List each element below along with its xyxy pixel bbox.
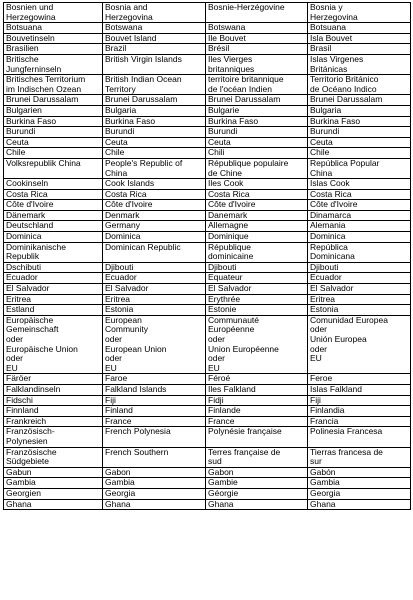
table-row [4, 54, 411, 74]
cell-spanish: Burundi [308, 127, 411, 138]
cell-german: Côte d'Ivoire [4, 200, 103, 211]
cell-french: Iles Cook [206, 179, 308, 190]
cell-german: Brasilien [4, 44, 103, 55]
cell-german: Bulgarien [4, 105, 103, 116]
cell-german: Französisch- Polynesien [4, 427, 103, 447]
cell-german: Ecuador [4, 273, 103, 284]
table-row [4, 221, 411, 232]
cell-spanish: Comunidad Europea oder Unión Europea oder EU [308, 315, 411, 374]
cell-english: Fiji [103, 395, 206, 406]
cell-french: Polynésie française [206, 427, 308, 447]
table-row [4, 200, 411, 211]
cell-french: Terres française de sud [206, 447, 308, 467]
cell-french: Equateur [206, 273, 308, 284]
cell-german: Volksrepublik China [4, 158, 103, 178]
cell-german: Costa Rica [4, 189, 103, 200]
cell-french: Ile Bouvet [206, 33, 308, 44]
cell-english: Djibouti [103, 262, 206, 273]
cell-german: Britische Jungferninseln [4, 54, 103, 74]
cell-spanish: República Popular China [308, 158, 411, 178]
cell-spanish: Ghana [308, 499, 411, 510]
cell-spanish: Ceuta [308, 137, 411, 148]
cell-french: Bosnie-Herzégovine [206, 3, 308, 23]
cell-spanish: Polinesia Francesa [308, 427, 411, 447]
cell-spanish: Alemania [308, 221, 411, 232]
cell-english: Falkland Islands [103, 384, 206, 395]
cell-english: Burundi [103, 127, 206, 138]
cell-spanish: Bulgaria [308, 105, 411, 116]
cell-german: Gambia [4, 478, 103, 489]
cell-english: El Salvador [103, 284, 206, 295]
cell-spanish: Burkina Faso [308, 116, 411, 127]
cell-german: Dschibuti [4, 262, 103, 273]
cell-german: El Salvador [4, 284, 103, 295]
cell-english: People's Republic of China [103, 158, 206, 178]
cell-english: Finland [103, 406, 206, 417]
cell-french: El Salvador [206, 284, 308, 295]
cell-french: Ceuta [206, 137, 308, 148]
table-row [4, 467, 411, 478]
cell-german: Chile [4, 148, 103, 159]
cell-spanish: Gabón [308, 467, 411, 478]
cell-french: Estonie [206, 305, 308, 316]
table-row [4, 284, 411, 295]
cell-french: territoire britannique de l'océan Indien [206, 75, 308, 95]
cell-spanish: República Dominicana [308, 242, 411, 262]
cell-spanish: Costa Rica [308, 189, 411, 200]
cell-french: Allemagne [206, 221, 308, 232]
cell-english: Cook Islands [103, 179, 206, 190]
cell-english: British Indian Ocean Territory [103, 75, 206, 95]
cell-english: Côte d'Ivoire [103, 200, 206, 211]
cell-english: Eritrea [103, 294, 206, 305]
cell-english: Gabon [103, 467, 206, 478]
cell-spanish: Isla Bouvet [308, 33, 411, 44]
cell-spanish: Territorio Británico de Océano Indico [308, 75, 411, 95]
cell-german: Brunei Darussalam [4, 95, 103, 106]
cell-english: Burkina Faso [103, 116, 206, 127]
cell-french: Iles Falkland [206, 384, 308, 395]
cell-french: Bulgarie [206, 105, 308, 116]
table-row [4, 273, 411, 284]
table-row [4, 232, 411, 243]
table-row [4, 427, 411, 447]
table-row [4, 95, 411, 106]
cell-english: Costa Rica [103, 189, 206, 200]
cell-spanish: Islas Virgenes Británicas [308, 54, 411, 74]
cell-german: Burkina Faso [4, 116, 103, 127]
cell-english: Chile [103, 148, 206, 159]
cell-english: Germany [103, 221, 206, 232]
cell-english: France [103, 416, 206, 427]
table-row [4, 488, 411, 499]
cell-spanish: El Salvador [308, 284, 411, 295]
table-row [4, 3, 411, 23]
cell-french: Burundi [206, 127, 308, 138]
cell-german: Eritrea [4, 294, 103, 305]
cell-spanish: Eritrea [308, 294, 411, 305]
cell-spanish: Ecuador [308, 273, 411, 284]
cell-spanish: Chile [308, 148, 411, 159]
cell-english: French Southern [103, 447, 206, 467]
table-row [4, 478, 411, 489]
cell-english: British Virgin Islands [103, 54, 206, 74]
cell-english: Georgia [103, 488, 206, 499]
cell-english: Bulgaria [103, 105, 206, 116]
cell-french: Botswana [206, 23, 308, 34]
cell-english: Ghana [103, 499, 206, 510]
cell-german: Finnland [4, 406, 103, 417]
cell-spanish: Fiji [308, 395, 411, 406]
cell-french: Gambie [206, 478, 308, 489]
table-row [4, 294, 411, 305]
table-row [4, 374, 411, 385]
table-row [4, 137, 411, 148]
cell-german: Bouvetinseln [4, 33, 103, 44]
cell-english: Dominican Republic [103, 242, 206, 262]
table-row [4, 262, 411, 273]
cell-english: European Community oder European Union oder EU [103, 315, 206, 374]
cell-spanish: Feroe [308, 374, 411, 385]
cell-french: Brunei Darussalam [206, 95, 308, 106]
cell-english: Brunei Darussalam [103, 95, 206, 106]
table-row [4, 158, 411, 178]
cell-french: Erythrée [206, 294, 308, 305]
cell-french: Finlande [206, 406, 308, 417]
table-row [4, 127, 411, 138]
cell-english: Denmark [103, 210, 206, 221]
cell-german: Falklandinseln [4, 384, 103, 395]
cell-english: Faroe [103, 374, 206, 385]
table-row [4, 179, 411, 190]
table-row [4, 116, 411, 127]
cell-german: Französische Südgebiete [4, 447, 103, 467]
cell-german: Frankreich [4, 416, 103, 427]
table-row [4, 384, 411, 395]
cell-french: Chili [206, 148, 308, 159]
cell-english: Brazil [103, 44, 206, 55]
cell-spanish: Georgia [308, 488, 411, 499]
cell-english: Bouvet Island [103, 33, 206, 44]
cell-spanish: Côte d'Ivoire [308, 200, 411, 211]
cell-german: Gabun [4, 467, 103, 478]
table-row [4, 395, 411, 406]
cell-english: Bosnia and Herzegovina [103, 3, 206, 23]
cell-spanish: Brunei Darussalam [308, 95, 411, 106]
cell-english: Gambia [103, 478, 206, 489]
table-row [4, 315, 411, 374]
cell-english: French Polynesia [103, 427, 206, 447]
cell-french: République dominicaine [206, 242, 308, 262]
cell-german: Dominica [4, 232, 103, 243]
cell-spanish: Tierras francesa de sur [308, 447, 411, 467]
cell-french: Ghana [206, 499, 308, 510]
table-row [4, 406, 411, 417]
cell-french: Dominique [206, 232, 308, 243]
cell-french: Féroé [206, 374, 308, 385]
cell-english: Estonia [103, 305, 206, 316]
cell-german: Färöer [4, 374, 103, 385]
cell-german: Dominikanische Republik [4, 242, 103, 262]
table-body [4, 3, 411, 510]
cell-german: Burundi [4, 127, 103, 138]
table-row [4, 210, 411, 221]
table-row [4, 23, 411, 34]
table-row [4, 447, 411, 467]
table-row [4, 75, 411, 95]
table-row [4, 499, 411, 510]
cell-spanish: Dominica [308, 232, 411, 243]
cell-spanish: Brasil [308, 44, 411, 55]
cell-german: Britisches Territorium im Indischen Ozean [4, 75, 103, 95]
cell-french: Costa Rica [206, 189, 308, 200]
table-row [4, 105, 411, 116]
cell-english: Ecuador [103, 273, 206, 284]
cell-spanish: Islas Cook [308, 179, 411, 190]
cell-french: République populaire de Chine [206, 158, 308, 178]
cell-french: Brésil [206, 44, 308, 55]
cell-german: Fidschi [4, 395, 103, 406]
cell-german: Georgien [4, 488, 103, 499]
cell-german: Estland [4, 305, 103, 316]
cell-french: Djibouti [206, 262, 308, 273]
cell-german: Ceuta [4, 137, 103, 148]
cell-german: Dänemark [4, 210, 103, 221]
cell-spanish: Francia [308, 416, 411, 427]
cell-french: Gabon [206, 467, 308, 478]
cell-french: Côte d'Ivoire [206, 200, 308, 211]
cell-german: Deutschland [4, 221, 103, 232]
cell-german: Botsuana [4, 23, 103, 34]
cell-spanish: Gambia [308, 478, 411, 489]
table-row [4, 33, 411, 44]
cell-german: Cookinseln [4, 179, 103, 190]
cell-german: Europäische Gemeinschaft oder Europäische Union oder EU [4, 315, 103, 374]
cell-french: Fidji [206, 395, 308, 406]
cell-spanish: Botsuana [308, 23, 411, 34]
table-row [4, 416, 411, 427]
cell-french: Géorgie [206, 488, 308, 499]
cell-spanish: Estonia [308, 305, 411, 316]
cell-spanish: Djibouti [308, 262, 411, 273]
country-names-table [3, 2, 411, 510]
cell-english: Ceuta [103, 137, 206, 148]
cell-spanish: Finlandia [308, 406, 411, 417]
cell-german: Bosnien und Herzegowina [4, 3, 103, 23]
cell-english: Botswana [103, 23, 206, 34]
cell-french: France [206, 416, 308, 427]
cell-english: Dominica [103, 232, 206, 243]
cell-spanish: Dinamarca [308, 210, 411, 221]
cell-german: Ghana [4, 499, 103, 510]
table-row [4, 44, 411, 55]
cell-spanish: Bosnia y Herzegovina [308, 3, 411, 23]
cell-french: Burkina Faso [206, 116, 308, 127]
cell-french: Iles Vierges britanniques [206, 54, 308, 74]
cell-spanish: Islas Falkland [308, 384, 411, 395]
table-row [4, 148, 411, 159]
table-row [4, 305, 411, 316]
table-row [4, 189, 411, 200]
cell-french: Danemark [206, 210, 308, 221]
table-row [4, 242, 411, 262]
cell-french: Communauté Européenne oder Union Européenne oder EU [206, 315, 308, 374]
